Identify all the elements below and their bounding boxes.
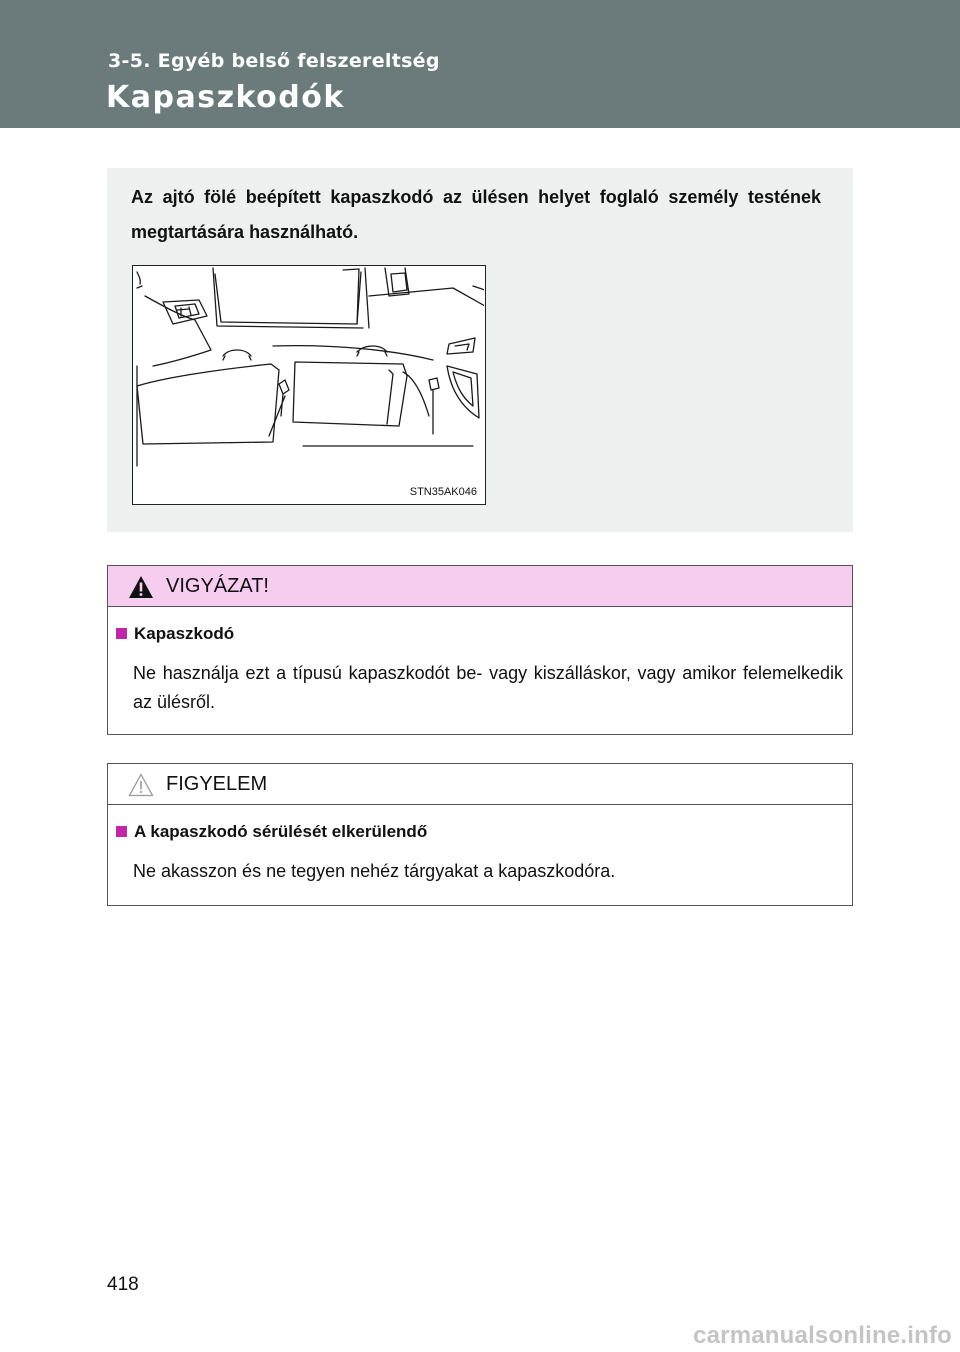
caution-box xyxy=(107,565,853,735)
intro-text: Az ajtó fölé beépített kapaszkodó az ülésen helyet foglaló személy testének megtartására használható. xyxy=(131,187,821,242)
watermark: carmanualsonline.info xyxy=(693,1322,952,1349)
page-title: Kapaszkodók xyxy=(106,80,345,115)
intro-panel xyxy=(107,168,853,532)
illustration xyxy=(132,265,486,505)
bullet-square-icon xyxy=(116,826,127,837)
bullet-square-icon xyxy=(116,628,127,639)
notice-item-title-text: A kapaszkodó sérülését elkerülendő xyxy=(134,822,428,841)
caution-item-title-text: Kapaszkodó xyxy=(134,624,235,643)
section-title: 3-5. Egyéb belső felszereltség xyxy=(108,50,440,72)
notice-box xyxy=(107,763,853,906)
section-header xyxy=(0,0,960,128)
page-number: 418 xyxy=(107,1274,139,1295)
notice-header xyxy=(108,764,852,805)
illustration-code: STN35AK046 xyxy=(409,486,477,498)
warning-triangle-icon xyxy=(128,575,154,604)
notice-item-title xyxy=(116,822,427,842)
caution-item-text: Ne használja ezt a típusú kapaszkodót be- vagy kiszálláskor, vagy amikor felemelkedik az ülésről. xyxy=(133,663,843,712)
notice-item-text: Ne akasszon és ne tegyen nehéz tárgyakat a kapaszkodóra. xyxy=(133,861,616,881)
caution-item-title xyxy=(116,624,234,644)
car-interior-drawing xyxy=(133,266,484,503)
caution-header xyxy=(108,566,852,607)
warning-triangle-outline-icon xyxy=(128,773,154,802)
caution-label: VIGYÁZAT! xyxy=(166,575,269,597)
notice-label: FIGYELEM xyxy=(166,773,268,795)
